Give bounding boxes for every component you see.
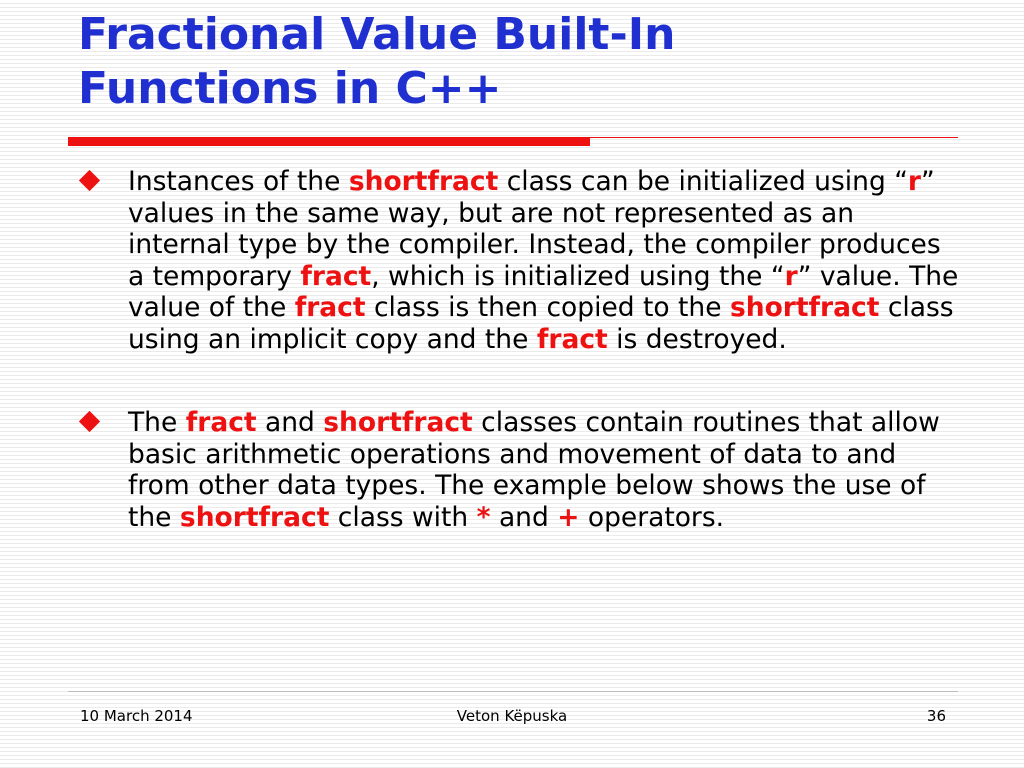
keyword-shortfract: shortfract xyxy=(729,292,880,323)
slide-title-line-2: Functions in C++ xyxy=(78,63,502,114)
slide-number: 36 xyxy=(926,707,946,725)
bullet-1-text-segment: class is then copied to the xyxy=(365,292,730,323)
bullet-2-text xyxy=(128,407,940,533)
slide-title-line-1: Fractional Value Built-In xyxy=(78,9,676,60)
keyword-multiply-operator: * xyxy=(476,501,491,533)
bullet-1-text-segment: ” value. The value of the xyxy=(128,260,959,323)
keyword-shortfract: shortfract xyxy=(348,166,499,197)
footer-divider xyxy=(68,691,958,692)
keyword-fract: fract xyxy=(294,292,366,323)
diamond-bullet-icon xyxy=(79,411,100,432)
keyword-r: r xyxy=(784,260,798,292)
bullet-item-2 xyxy=(80,407,960,533)
bullet-2-text-segment: and xyxy=(490,501,558,533)
title-underline xyxy=(68,134,958,146)
bullet-1-text-segment: Instances of the xyxy=(128,166,349,197)
title-underline-thin xyxy=(590,137,958,138)
bullet-list xyxy=(80,166,960,533)
keyword-shortfract: shortfract xyxy=(179,501,330,533)
bullet-1-text-segment: ” values in the same way, but are not represented as an internal type by the compiler. Instead, the compiler produces a temporary xyxy=(128,166,941,292)
bullet-2-text-segment: classes contain routines that allow basic arithmetic operations and movement of data to and from other data types. The example below shows the use of the xyxy=(128,407,940,533)
bullet-1-text-segment: class can be initialized using “ xyxy=(498,166,908,197)
footer-author: Veton Këpuska xyxy=(456,707,568,725)
title-underline-thick xyxy=(68,137,590,146)
footer-date: 10 March 2014 xyxy=(80,707,193,725)
keyword-plus-operator: + xyxy=(557,501,580,533)
bullet-2-text-segment: class with xyxy=(329,501,477,533)
bullet-1-text-segment: class using an implicit copy and the xyxy=(128,292,954,355)
bullet-item-1 xyxy=(80,166,960,355)
bullet-2-text-segment: operators. xyxy=(579,501,725,533)
slide-title xyxy=(78,8,958,116)
bullet-1-text-segment: is destroyed. xyxy=(607,323,787,355)
bullet-2-text-segment: The xyxy=(128,407,186,438)
bullet-1-text-segment: , which is initialized using the “ xyxy=(371,260,785,292)
bullet-1-text xyxy=(128,166,958,355)
keyword-fract: fract xyxy=(300,260,372,292)
keyword-fract: fract xyxy=(536,323,608,355)
keyword-r: r xyxy=(907,166,921,197)
bullet-2-text-segment: and xyxy=(256,407,324,438)
diamond-bullet-icon xyxy=(79,170,100,191)
keyword-shortfract: shortfract xyxy=(323,407,473,438)
keyword-fract: fract xyxy=(185,407,257,438)
